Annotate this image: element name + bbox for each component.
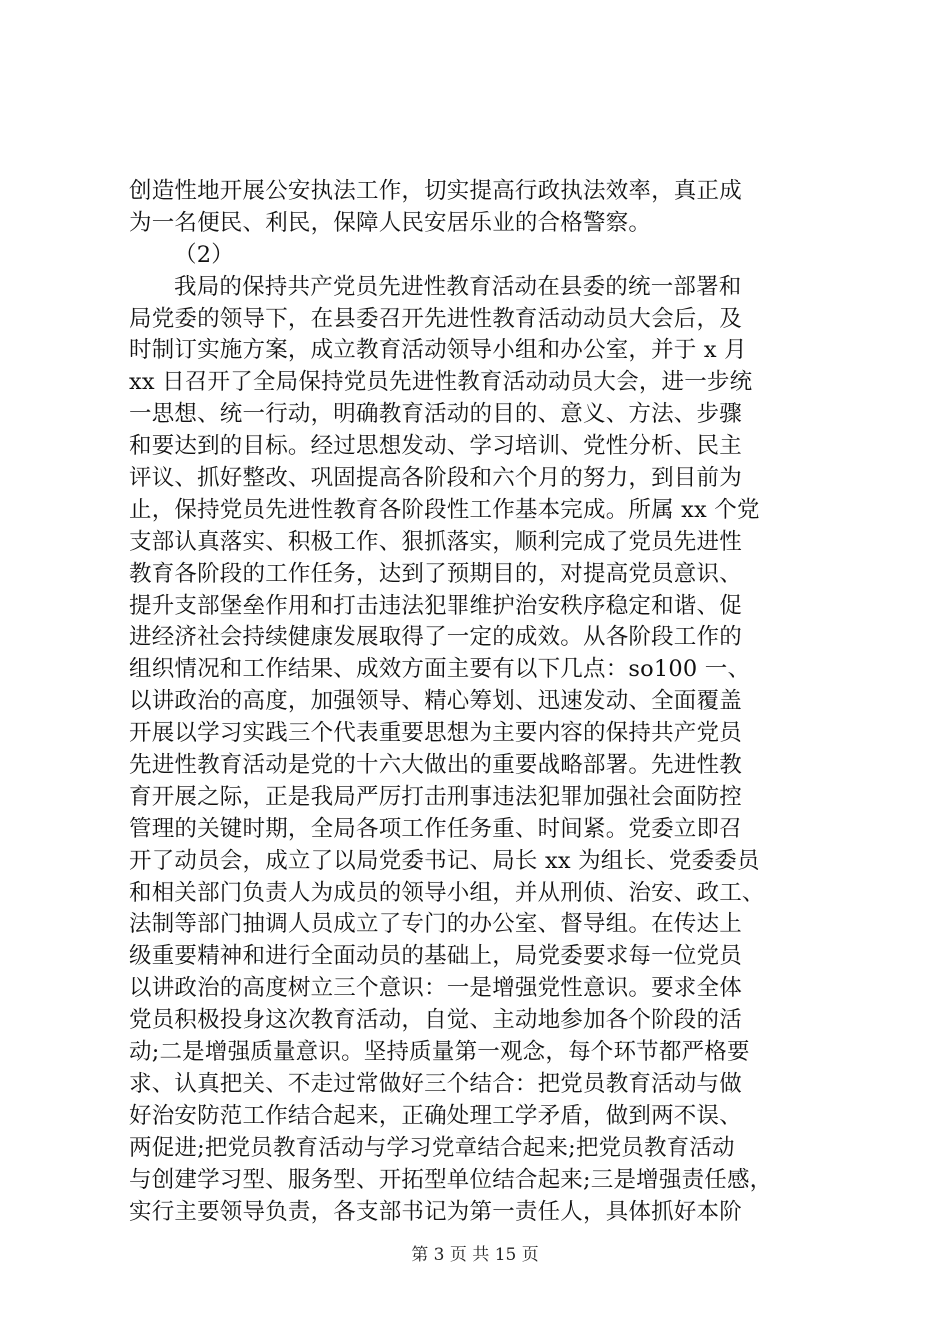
text-line: 时制订实施方案，成立教育活动领导小组和办公室，并于 x 月 — [129, 337, 747, 364]
text-line: 开展以学习实践三个代表重要思想为主要内容的保持共产党员 — [129, 720, 742, 747]
text-line: 进经济社会持续健康发展取得了一定的成效。从各阶段工作的 — [129, 624, 742, 651]
text-line: 和相关部门负责人为成员的领导小组，并从刑侦、治安、政工、 — [129, 879, 765, 906]
text-line: 党员积极投身这次教育活动，自觉、主动地参加各个阶段的活 — [129, 1007, 742, 1034]
text-line: 教育各阶段的工作任务，达到了预期目的，对提高党员意识、 — [129, 560, 742, 587]
text-line: 求、认真把关、不走过常做好三个结合：把党员教育活动与做 — [129, 1070, 742, 1097]
document-body — [129, 176, 837, 1228]
text-line: 我局的保持共产党员先进性教育活动在县委的统一部署和 — [174, 273, 742, 300]
text-line: 管理的关键时期，全局各项工作任务重、时间紧。党委立即召 — [129, 815, 742, 842]
text-line: 育开展之际，正是我局严厉打击刑事违法犯罪加强社会面防控 — [129, 783, 742, 810]
text-line: 评议、抓好整改、巩固提高各阶段和六个月的努力，到目前为 — [129, 465, 742, 492]
text-line: 止，保持党员先进性教育各阶段性工作基本完成。所属 xx 个党 — [129, 496, 760, 523]
page-footer — [0, 1244, 950, 1266]
text-line: 和要达到的目标。经过思想发动、学习培训、党性分析、民主 — [129, 433, 742, 460]
text-line: 局党委的领导下，在县委召开先进性教育活动动员大会后，及 — [129, 305, 742, 332]
text-line: 动;二是增强质量意识。坚持质量第一观念，每个环节都严格要 — [129, 1039, 750, 1066]
section-number: （2） — [174, 241, 234, 268]
page-number-label: 第 3 页 共 15 页 — [411, 1245, 539, 1265]
text-line: 为一名便民、利民，保障人民安居乐业的合格警察。 — [129, 209, 652, 236]
text-line: 支部认真落实、积极工作、狠抓落实，顺利完成了党员先进性 — [129, 528, 742, 555]
text-line: 与创建学习型、服务型、开拓型单位结合起来;三是增强责任感， — [129, 1166, 773, 1193]
text-line: 级重要精神和进行全面动员的基础上，局党委要求每一位党员 — [129, 943, 742, 970]
text-line: 创造性地开展公安执法工作，切实提高行政执法效率，真正成 — [129, 178, 742, 204]
text-line: 先进性教育活动是党的十六大做出的重要战略部署。先进性教 — [129, 752, 742, 779]
text-line: 组织情况和工作结果、成效方面主要有以下几点：so100 一、 — [129, 656, 751, 683]
text-line: 好治安防范工作结合起来，正确处理工学矛盾，做到两不误、 — [129, 1102, 742, 1129]
text-line: 两促进;把党员教育活动与学习党章结合起来;把党员教育活动 — [129, 1134, 735, 1161]
text-line: 以讲政治的高度树立三个意识：一是增强党性意识。要求全体 — [129, 975, 742, 1002]
text-line: 以讲政治的高度，加强领导、精心筹划、迅速发动、全面覆盖 — [129, 688, 742, 715]
text-line: 一思想、统一行动，明确教育活动的目的、意义、方法、步骤 — [129, 401, 742, 428]
text-line: 法制等部门抽调人员成立了专门的办公室、督导组。在传达上 — [129, 911, 742, 938]
text-line: xx 日召开了全局保持党员先进性教育活动动员大会，进一步统 — [129, 369, 753, 396]
text-line: 提升支部堡垒作用和打击违法犯罪维护治安秩序稳定和谐、促 — [129, 592, 742, 619]
text-line: 实行主要领导负责，各支部书记为第一责任人，具体抓好本阶 — [129, 1198, 742, 1225]
text-line: 开了动员会，成立了以局党委书记、局长 xx 为组长、党委委员 — [129, 847, 760, 874]
